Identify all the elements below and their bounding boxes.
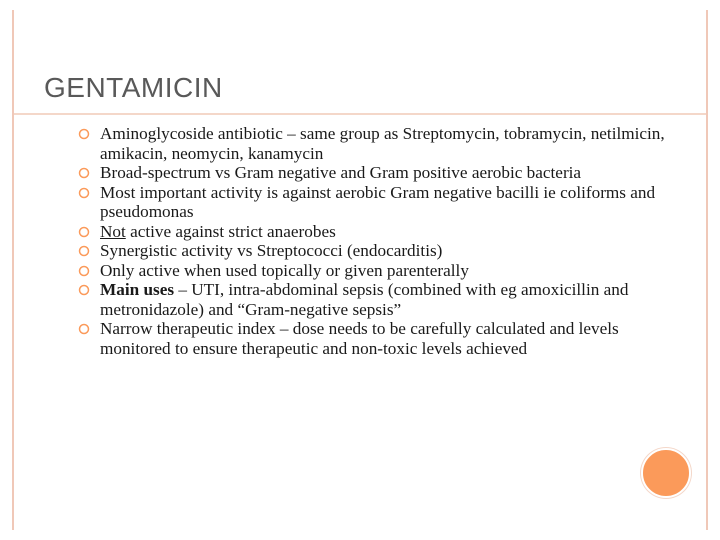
bullet-text: active against strict anaerobes [125, 221, 336, 241]
slide-title: GENTAMICIN [44, 72, 223, 103]
bullet-text: Aminoglycoside antibiotic – same group as Streptomycin, tobramycin, netilmicin, amikacin, neomycin, kanamycin [100, 124, 665, 163]
bullet-bold-label: Main uses [100, 280, 175, 299]
circle-bullet-icon [78, 265, 90, 277]
bullet-text: Synergistic activity vs Streptococci (endocarditis) [100, 241, 443, 260]
circle-bullet-icon [78, 167, 90, 179]
bullet-item-route [78, 261, 688, 281]
title-divider [14, 113, 706, 115]
bullet-list [78, 124, 688, 358]
bullet-text: Most important activity is against aerobic Gram negative bacilli ie coliforms and pseudomonas [100, 182, 656, 221]
bullet-item-synergistic [78, 241, 688, 261]
circle-bullet-icon [78, 226, 90, 238]
decorative-orange-circle [641, 448, 691, 498]
bullet-text: Broad-spectrum vs Gram negative and Gram positive aerobic bacteria [100, 163, 582, 182]
circle-bullet-icon [78, 187, 90, 199]
bullet-text: – UTI, intra-abdominal sepsis (combined with eg amoxicillin and metronidazole) and “Gram-negative sepsis” [100, 280, 629, 319]
bullet-text: Narrow therapeutic index – dose needs to be carefully calculated and levels monitored to ensure therapeutic and non-toxic levels achieved [100, 319, 619, 358]
bullet-item-therapeutic-index [78, 319, 688, 358]
circle-bullet-icon [78, 284, 90, 296]
bullet-item-anaerobes [78, 222, 688, 242]
bullet-item-aminoglycoside [78, 124, 688, 163]
bullet-text: Only active when used topically or given parenterally [100, 260, 469, 280]
circle-bullet-icon [78, 245, 90, 257]
bullet-item-broad-spectrum [78, 163, 688, 183]
circle-bullet-icon [78, 128, 90, 140]
circle-bullet-icon [78, 323, 90, 335]
bullet-item-main-uses [78, 280, 688, 319]
bullet-item-important-activity [78, 183, 688, 222]
bullet-underlined-word: Not [100, 221, 126, 241]
